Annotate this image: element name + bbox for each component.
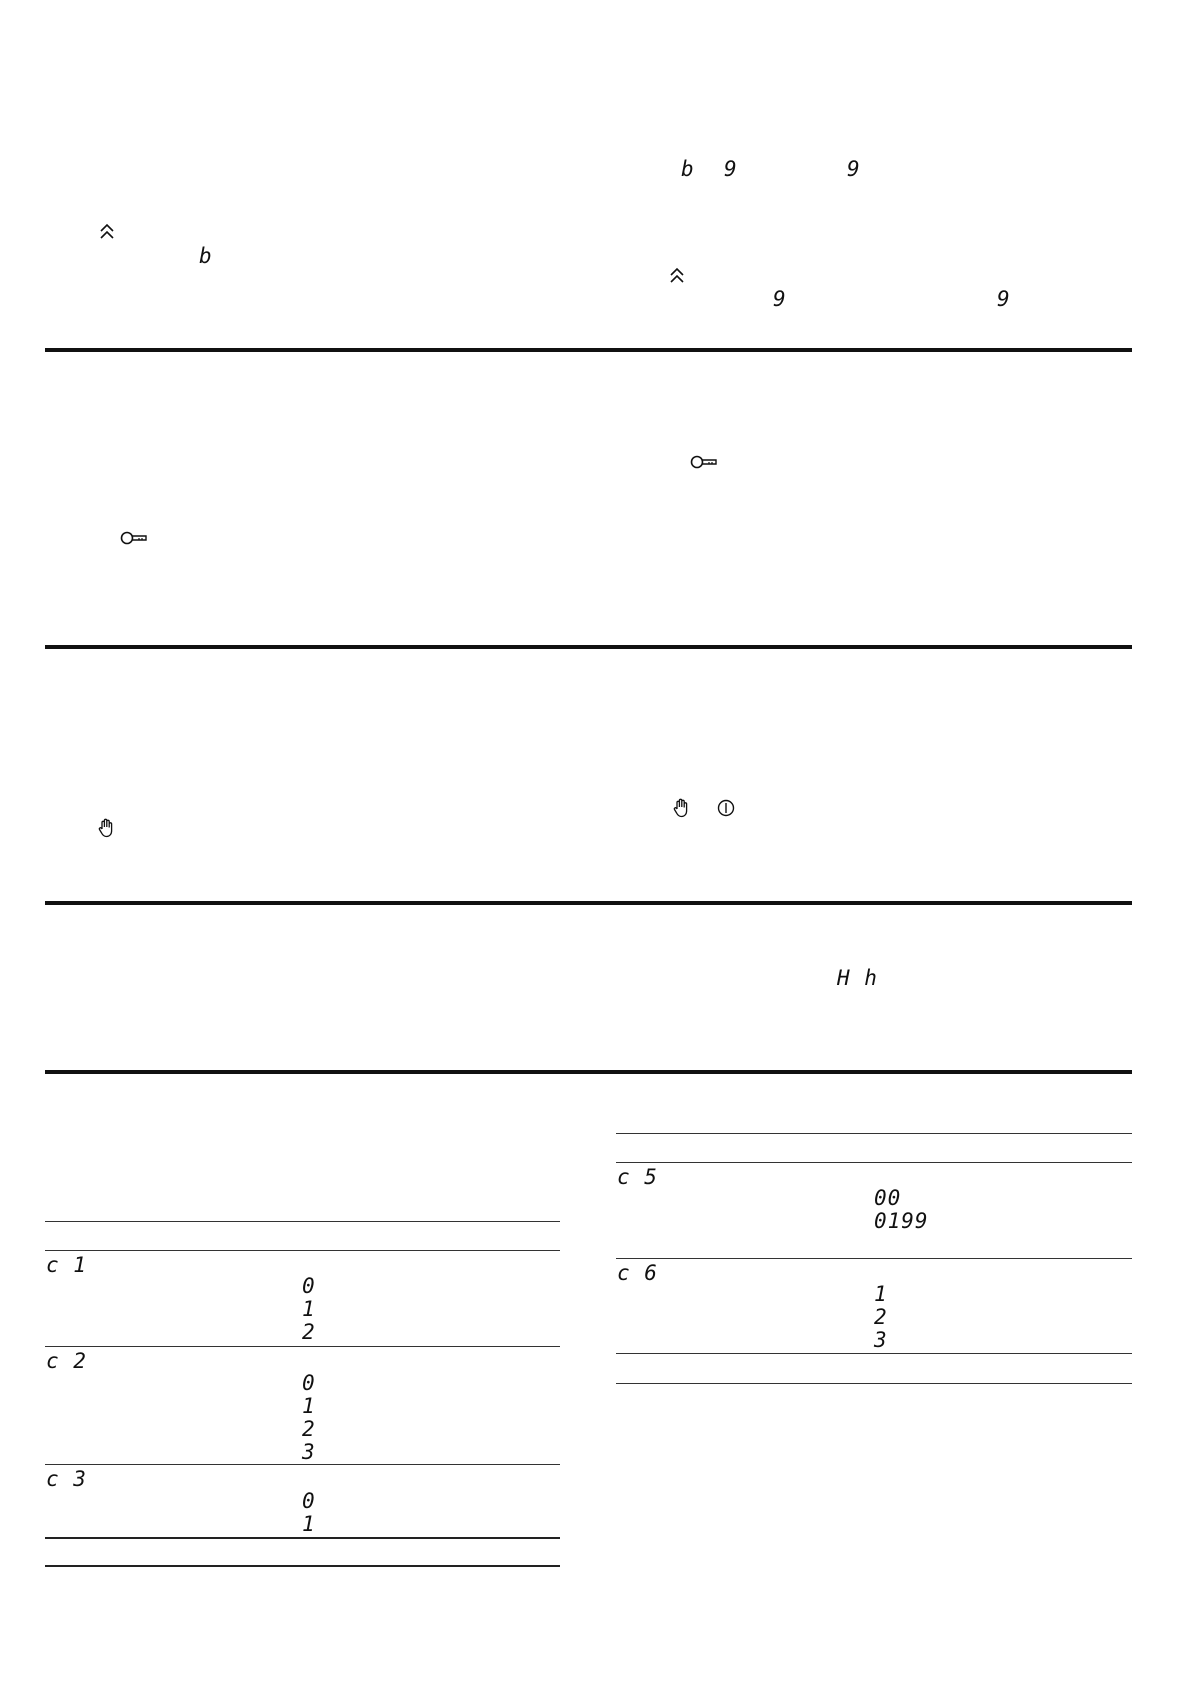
table-header-top-rule	[616, 1133, 1132, 1134]
hand-icon	[98, 818, 114, 838]
setting-value: 1	[302, 1512, 316, 1536]
table-bottom-rule	[616, 1383, 1132, 1384]
section-divider	[45, 348, 1132, 352]
double-chevron-up-icon	[99, 222, 115, 240]
setting-code: c 2	[46, 1349, 87, 1373]
setting-value: 0199	[874, 1209, 929, 1233]
display-digit: b	[681, 157, 695, 181]
setting-code: c 3	[46, 1467, 87, 1491]
table-row-divider	[45, 1346, 560, 1347]
setting-code: c 5	[617, 1165, 658, 1189]
setting-value: 00	[874, 1186, 902, 1210]
display-digit: 9	[847, 157, 861, 181]
display-digit: 9	[724, 157, 738, 181]
table-header-bottom-rule	[616, 1162, 1132, 1163]
setting-value: 0	[302, 1489, 316, 1513]
table-bottom-rule	[45, 1565, 560, 1567]
display-digit: 9	[773, 287, 787, 311]
setting-value: 3	[874, 1328, 888, 1352]
setting-code: c 1	[46, 1253, 87, 1277]
setting-code: c 6	[617, 1261, 658, 1285]
setting-value: 2	[302, 1320, 316, 1344]
table-header-top-rule	[45, 1221, 560, 1222]
display-text: H h	[837, 966, 878, 990]
display-digit: 9	[997, 287, 1011, 311]
setting-value: 1	[874, 1282, 888, 1306]
table-row-divider	[45, 1537, 560, 1539]
section-divider	[45, 1070, 1132, 1074]
table-header-bottom-rule	[45, 1250, 560, 1251]
setting-value: 2	[302, 1417, 316, 1441]
hand-icon	[673, 798, 689, 818]
key-icon	[120, 530, 148, 546]
section-divider	[45, 901, 1132, 905]
setting-value: 1	[302, 1297, 316, 1321]
key-icon	[690, 454, 718, 470]
table-row-divider	[45, 1464, 560, 1465]
setting-value: 0	[302, 1371, 316, 1395]
setting-value: 3	[302, 1440, 316, 1464]
double-chevron-up-icon	[669, 266, 685, 284]
setting-value: 1	[302, 1394, 316, 1418]
power-icon	[717, 799, 735, 817]
table-row-divider	[616, 1353, 1132, 1354]
table-row-divider	[616, 1258, 1132, 1259]
setting-value: 2	[874, 1305, 888, 1329]
display-digit: b	[199, 244, 213, 268]
setting-value: 0	[302, 1274, 316, 1298]
section-divider	[45, 645, 1132, 649]
